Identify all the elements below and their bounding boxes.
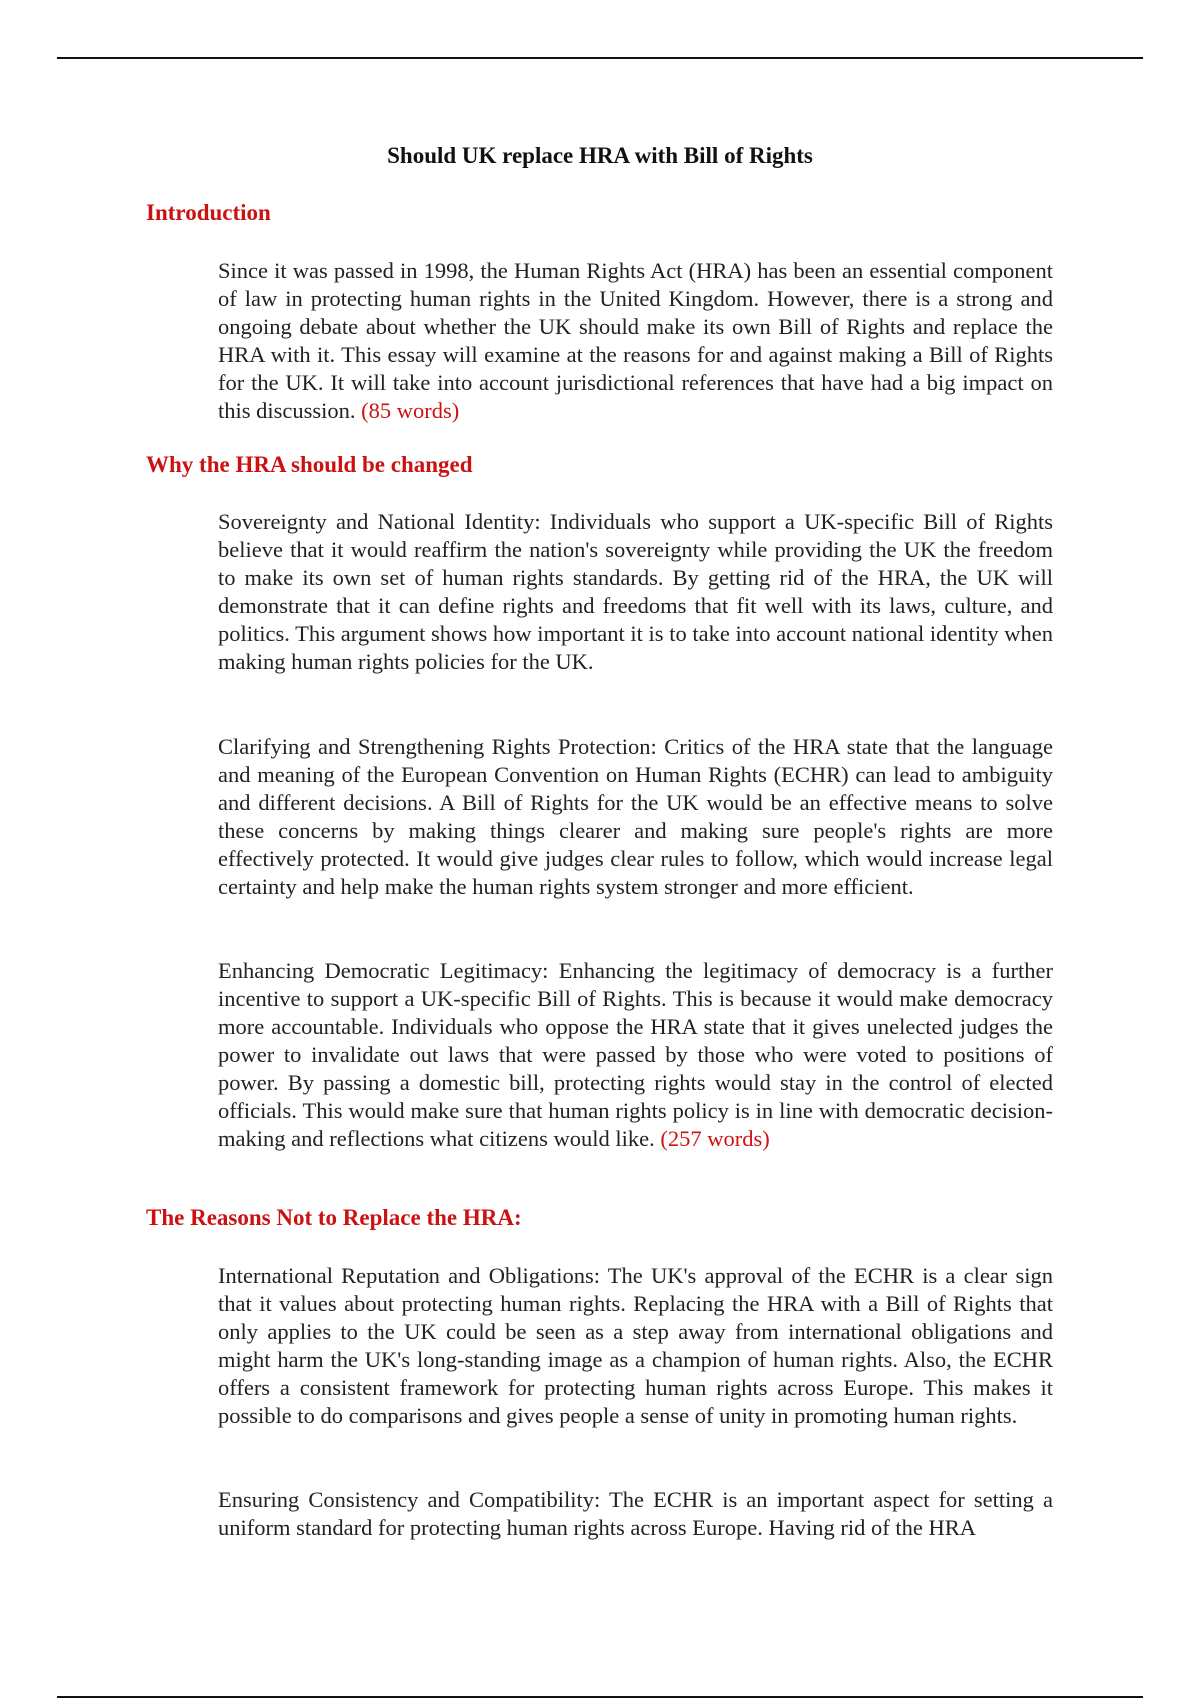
international-reputation-paragraph: International Reputation and Obligations: The UK's approval of the ECHR is a clear sign that it values about protecting human rights. Replacing the HRA with a Bill of Rights that only applies to the UK could be seen as a step away from international obligations and might harm the UK's long-standing image as a champion of human rights. Also, the ECHR offers a consistent framework for protecting human rights across Europe. This makes it possible to do comparisons and gives people a sense of unity in promoting human rights.	[218, 1263, 1053, 1428]
paragraph-text: Since it was passed in 1998, the Human Rights Act (HRA) has been an essential component of law in protecting human rights in the United Kingdom. However, there is a strong and ongoing debate about whether the UK should make its own Bill of Rights and replace the HRA with it. This essay will examine at the reasons for and against making a Bill of Rights for the UK. It will take into account jurisdictional references that have had a big impact on this discussion.	[218, 258, 1053, 423]
page-title: Should UK replace HRA with Bill of Rights	[387, 143, 813, 168]
introduction-paragraph	[218, 257, 1053, 425]
sovereignty-paragraph: Sovereignty and National Identity: Individuals who support a UK-specific Bill of Rights believe that it would reaffirm the nation's sovereignty while providing the UK the freedom to make its own set of human rights standards. By getting rid of the HRA, the UK will demonstrate that it can define rights and freedoms that fit well with its laws, culture, and politics. This argument shows how important it is to take into account national identity when making human rights policies for the UK.	[218, 509, 1053, 674]
section-heading-why-change: Why the HRA should be changed	[146, 452, 473, 477]
top-rule	[57, 57, 1143, 59]
section-heading-introduction: Introduction	[146, 200, 271, 225]
bottom-rule	[57, 1696, 1143, 1698]
democratic-legitimacy-paragraph	[218, 957, 1053, 1153]
section-heading-not-replace: The Reasons Not to Replace the HRA:	[146, 1205, 522, 1230]
word-count: (85 words)	[361, 398, 460, 423]
clarifying-rights-paragraph: Clarifying and Strengthening Rights Protection: Critics of the HRA state that the language and meaning of the European Convention on Human Rights (ECHR) can lead to ambiguity and different decisions. A Bill of Rights for the UK would be an effective means to solve these concerns by making things clearer and making sure people's rights are more effectively protected. It would give judges clear rules to follow, which would increase legal certainty and help make the human rights system stronger and more efficient.	[218, 734, 1053, 899]
consistency-paragraph: Ensuring Consistency and Compatibility: The ECHR is an important aspect for setting a uniform standard for protecting human rights across Europe. Having rid of the HRA	[218, 1487, 1053, 1540]
paragraph-text: Enhancing Democratic Legitimacy: Enhancing the legitimacy of democracy is a further incentive to support a UK-specific Bill of Rights. This is because it would make democracy more accountable. Individuals who oppose the HRA state that it gives unelected judges the power to invalidate out laws that were passed by those who were voted to positions of power. By passing a domestic bill, protecting rights would stay in the control of elected officials. This would make sure that human rights policy is in line with democratic decision-making and reflections what citizens would like.	[218, 958, 1053, 1151]
word-count: (257 words)	[660, 1126, 770, 1151]
